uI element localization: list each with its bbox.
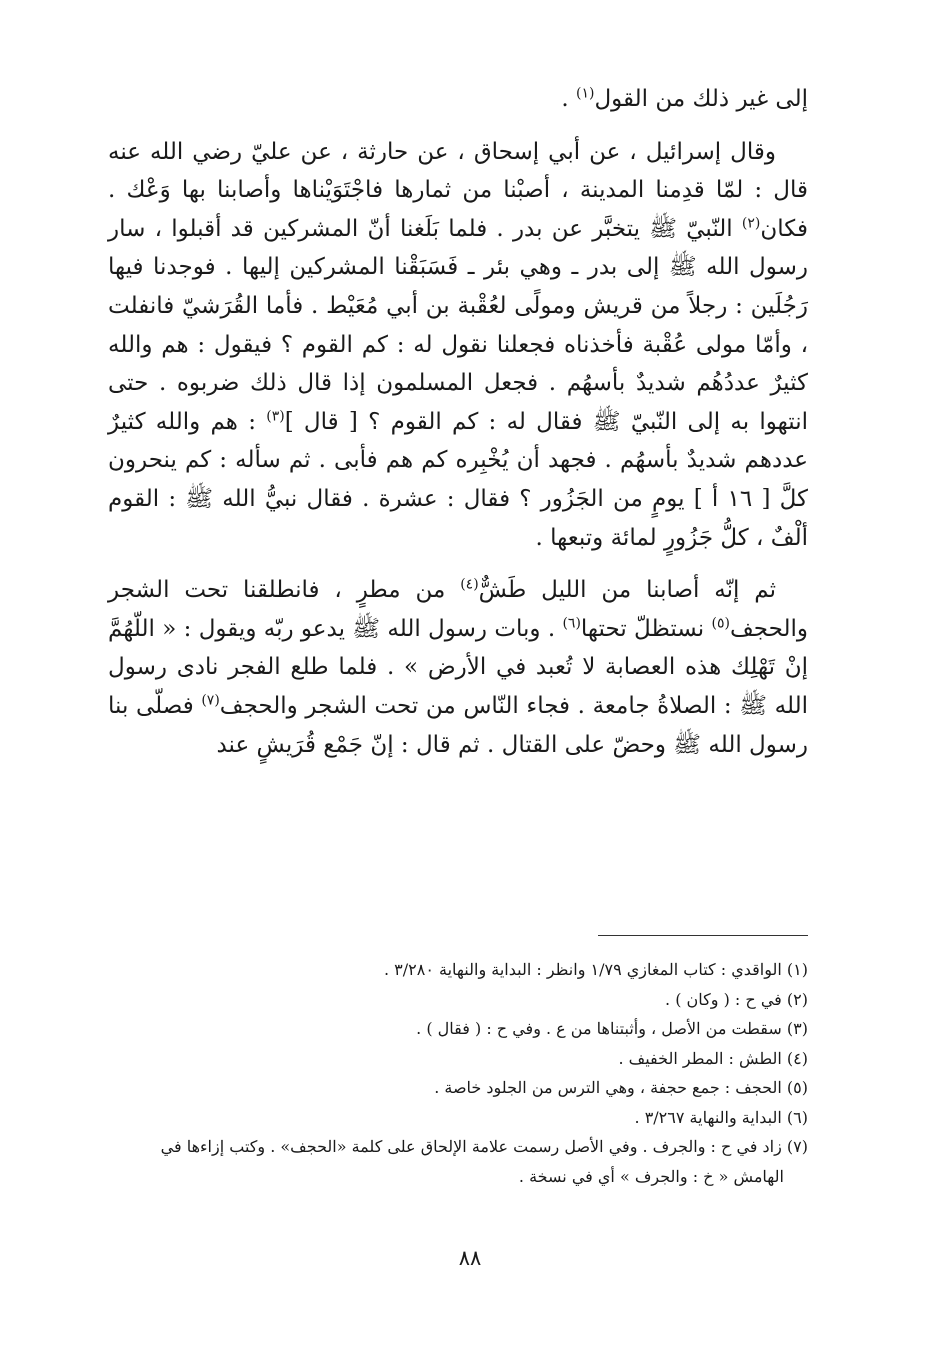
paragraph	[108, 571, 808, 764]
footnote	[108, 1044, 808, 1074]
footnote-text: سقطت من الأصل ، وأثبتناها من ع . وفي ح : ( فقال ) .	[416, 1019, 782, 1038]
footnote-text: الواقدي : كتاب المغازي ١/٧٩ وانظر : البداية والنهاية ٣/٢٨٠ .	[383, 960, 782, 979]
footnote-marker: (٧)	[201, 692, 220, 709]
footnote-text: في ح : ( وكان ) .	[665, 989, 782, 1009]
text-segment: من مطرٍ ، فانطلقنا تحت الشجر والحجف	[108, 577, 808, 642]
footnote-marker: (٤)	[460, 576, 479, 593]
footnote	[108, 985, 808, 1015]
text-segment: النّبيّ ﷺ يتخبَّر عن بدر . فلما بَلَغنا أنّ المشركين قد أقبلوا ، سار رسول الله ﷺ إلى بدر ـ وهي بئر ـ فَسَبَقْنا المشركين إليها . فوجدنا فيها رَجُلَين : رجلاً من قريش ومولًى لعُقْبة بن أبي مُعَيْط . فأما القُرَشيّ فانفلت ، وأمّا مولى عُقْبة فأخذناه فجعلنا نقول له : كم القوم ؟ فيقول : هم والله كثيرٌ عددُهُم شديدٌ بأسهُم . فجعل المسلمون إذا قال ذلك ضربوه . حتى انتهوا به إلى النّبيّ ﷺ فقال له : كم القوم ؟ [ قال ]	[108, 215, 808, 435]
footnote-marker: (٦)	[562, 615, 581, 632]
footnote-text: البداية والنهاية ٣/٢٦٧ .	[634, 1107, 782, 1127]
footnote-marker: (٥)	[711, 615, 730, 632]
text-segment: إلى غير ذلك من القول	[594, 86, 808, 112]
footnote-separator	[598, 935, 808, 936]
footnote-number: (٤)	[786, 1048, 808, 1068]
text-segment: ثم إنّه أصابنا من الليل طَشٌّ	[478, 577, 777, 604]
footnote-number: (٣)	[786, 1019, 808, 1038]
text-segment: .	[561, 86, 576, 112]
footnote-number: (١)	[786, 960, 808, 979]
footnote	[108, 955, 808, 985]
text-segment: وقال إسرائيل ، عن أبي إسحاق ، عن حارثة ، عن عليّ رضي الله عنه قال : لمّا قدِمنا المدينة ، أصبْنا من ثمارها فاجْتَوَيْناها وأصابنا بها وَعْك . فكان	[108, 138, 808, 242]
footnote-text: الطش : المطر الخفيف .	[618, 1048, 782, 1068]
page-number: ٨٨	[458, 1246, 482, 1270]
paragraph	[108, 80, 808, 119]
footnote-text: زاد في ح : والجرف . وفي الأصل رسمت علامة الإلحاق على كلمة «الحجف» . وكتب إزاءها في	[160, 1137, 782, 1156]
footnote-number: (٥)	[786, 1078, 808, 1097]
footnote	[108, 1132, 808, 1191]
paragraph	[108, 133, 808, 558]
footnote-number: (٦)	[786, 1107, 808, 1127]
footnote	[108, 1103, 808, 1133]
footnote-marker: (١)	[575, 85, 595, 102]
text-segment: . وبات رسول الله ﷺ يدعو ربّه ويقول : « اللّهُمَّ إنْ تَهْلِك هذه العصابة لا تُعبد في الأرض » . فلما طلع الفجر نادى رسول الله ﷺ : الصلاةُ جامعة . فجاء النّاس من تحت الشجر والحجف	[108, 615, 809, 719]
footnote-number: (٢)	[786, 989, 808, 1009]
footnote-marker: (٣)	[266, 408, 285, 425]
footnote	[108, 1073, 808, 1103]
text-segment: فصلّى بنا رسول الله ﷺ وحضّ على القتال . ثم قال : إنّ جَمْع قُرَيشٍ عند	[108, 692, 808, 758]
text-segment: نستظلّ تحتها	[580, 615, 712, 642]
footnote-continuation: الهامش « خ : والجرف » أي في نسخة .	[518, 1166, 784, 1186]
footnote-marker: (٢)	[741, 215, 761, 232]
main-text	[108, 80, 808, 764]
footnote	[108, 1014, 808, 1044]
footnote-number: (٧)	[786, 1137, 808, 1156]
footnote-text: الحجف : جمع حجفة ، وهي الترس من الجلود خاصة .	[434, 1078, 782, 1097]
footnotes	[108, 955, 808, 1191]
page-body	[108, 80, 808, 764]
text-segment: : هم والله كثيرٌ عددهم شديدٌ بأسهُم . فجهد أن يُخْبِره كم هم فأبى . ثم سأله : كم ينحرون كلَّ [ ١٦ أ ] يومٍ من الجَزُور ؟ فقال : عشرة . فقال نبيُّ الله ﷺ : القوم ألْفٌ ، كلُّ جَزُورٍ لمائة وتبعها .	[108, 408, 808, 551]
